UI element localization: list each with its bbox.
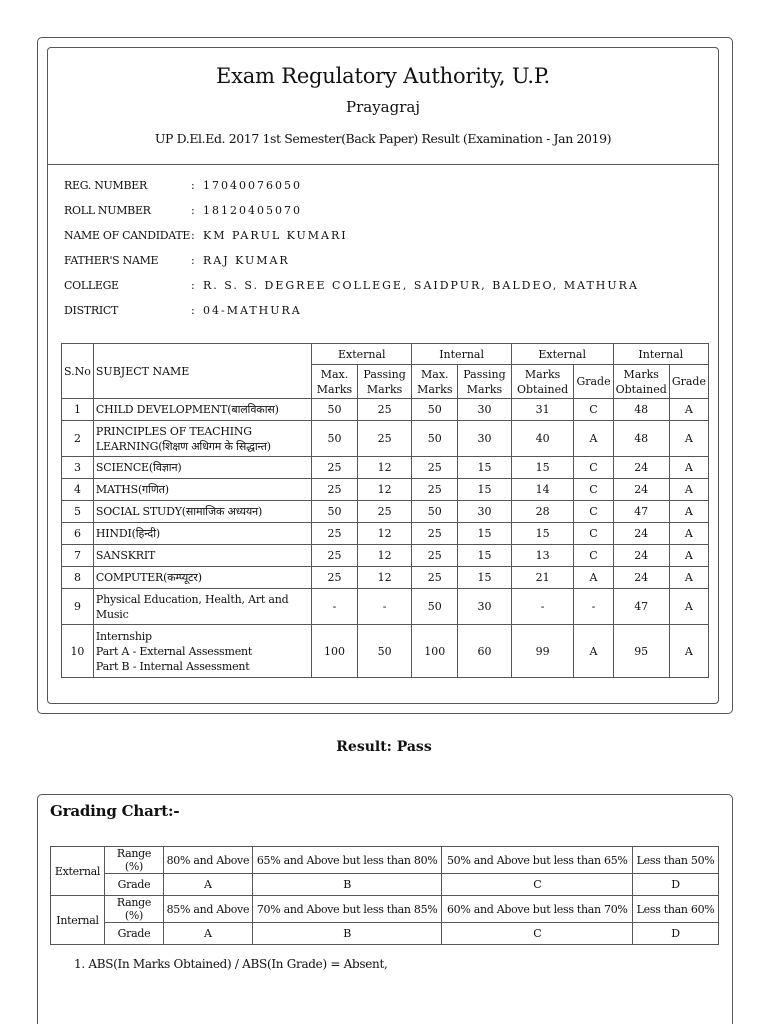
cell-int-max: 25 bbox=[412, 457, 458, 479]
grading-range-cell: 65% and Above but less than 80% bbox=[252, 847, 442, 874]
info-label: ROLL NUMBER bbox=[64, 204, 151, 217]
cell-ext-grade: A bbox=[574, 567, 613, 589]
cell-int-obtained: 47 bbox=[613, 501, 669, 523]
grading-range-cell: 50% and Above but less than 65% bbox=[442, 847, 633, 874]
cell-int-pass: 15 bbox=[458, 545, 512, 567]
cell-int-max: 50 bbox=[412, 589, 458, 625]
cell-int-grade: A bbox=[669, 501, 708, 523]
exam-title: UP D.El.Ed. 2017 1st Semester(Back Paper) Result (Examination - Jan 2019) bbox=[154, 131, 612, 146]
cell-int-grade: A bbox=[669, 545, 708, 567]
grading-grade-label: Grade bbox=[104, 923, 163, 945]
cell-int-grade: A bbox=[669, 479, 708, 501]
subject-line: Part A - External Assessment bbox=[95, 644, 253, 658]
cell-ext-pass: 25 bbox=[357, 399, 412, 421]
info-separator: : bbox=[191, 204, 195, 217]
cell-int-grade: A bbox=[669, 399, 708, 421]
cell-sno: 4 bbox=[62, 479, 94, 501]
grading-range-cell: 60% and Above but less than 70% bbox=[442, 896, 633, 923]
info-value: KM PARUL KUMARI bbox=[203, 229, 348, 242]
cell-int-obtained: 95 bbox=[613, 625, 669, 678]
info-value: RAJ KUMAR bbox=[203, 254, 290, 267]
cell-ext-max: - bbox=[312, 589, 358, 625]
cell-ext-obtained: 15 bbox=[511, 523, 574, 545]
info-separator: : bbox=[191, 179, 195, 192]
cell-ext-grade: C bbox=[574, 501, 613, 523]
grading-range-cell: Less than 50% bbox=[633, 847, 719, 874]
info-value: R. S. S. DEGREE COLLEGE, SAIDPUR, BALDEO, MATHURA bbox=[203, 279, 639, 292]
cell-sno: 10 bbox=[62, 625, 94, 678]
cell-ext-max: 100 bbox=[312, 625, 358, 678]
header-external-max: External bbox=[312, 344, 412, 365]
cell-ext-max: 25 bbox=[312, 567, 358, 589]
cell-ext-grade: C bbox=[574, 457, 613, 479]
cell-int-grade: A bbox=[669, 523, 708, 545]
marks-table bbox=[61, 343, 709, 678]
cell-ext-obtained: 15 bbox=[511, 457, 574, 479]
table-row bbox=[62, 399, 709, 421]
cell-sno: 2 bbox=[62, 421, 94, 457]
cell-int-max: 50 bbox=[412, 421, 458, 457]
cell-ext-pass: 50 bbox=[357, 625, 412, 678]
grading-table bbox=[50, 846, 719, 945]
cell-int-max: 50 bbox=[412, 501, 458, 523]
grading-row bbox=[51, 896, 719, 923]
cell-ext-max: 25 bbox=[312, 457, 358, 479]
header-int-max-marks: Max. Marks bbox=[412, 365, 458, 399]
cell-sno: 1 bbox=[62, 399, 94, 421]
cell-ext-pass: 12 bbox=[357, 523, 412, 545]
candidate-info bbox=[64, 176, 704, 326]
cell-sno: 6 bbox=[62, 523, 94, 545]
cell-ext-pass: 12 bbox=[357, 479, 412, 501]
table-row bbox=[62, 421, 709, 457]
cell-int-obtained: 24 bbox=[613, 457, 669, 479]
cell-ext-grade: A bbox=[574, 421, 613, 457]
info-separator: : bbox=[191, 254, 195, 267]
header-internal-obtained: Internal bbox=[613, 344, 708, 365]
cell-int-obtained: 24 bbox=[613, 479, 669, 501]
grading-grade-cell: C bbox=[442, 874, 633, 896]
table-row bbox=[62, 567, 709, 589]
table-row bbox=[62, 625, 709, 678]
cell-sno: 3 bbox=[62, 457, 94, 479]
info-row-father-name bbox=[64, 251, 704, 276]
cell-int-pass: 30 bbox=[458, 589, 512, 625]
grading-row bbox=[51, 847, 719, 874]
grading-range-cell: 70% and Above but less than 85% bbox=[252, 896, 442, 923]
cell-sno: 7 bbox=[62, 545, 94, 567]
grading-range-cell: 80% and Above bbox=[163, 847, 252, 874]
table-row bbox=[62, 479, 709, 501]
cell-int-max: 25 bbox=[412, 523, 458, 545]
info-row-district bbox=[64, 301, 704, 326]
cell-int-max: 25 bbox=[412, 545, 458, 567]
info-row-candidate-name bbox=[64, 226, 704, 251]
cell-int-obtained: 48 bbox=[613, 421, 669, 457]
header-ext-marks-obtained: Marks Obtained bbox=[511, 365, 574, 399]
cell-int-obtained: 24 bbox=[613, 545, 669, 567]
cell-sno: 5 bbox=[62, 501, 94, 523]
cell-int-obtained: 47 bbox=[613, 589, 669, 625]
cell-subject bbox=[93, 625, 311, 678]
table-row bbox=[62, 501, 709, 523]
cell-int-grade: A bbox=[669, 589, 708, 625]
cell-ext-pass: 12 bbox=[357, 545, 412, 567]
grading-row bbox=[51, 874, 719, 896]
grading-grade-label: Grade bbox=[104, 874, 163, 896]
cell-ext-max: 25 bbox=[312, 479, 358, 501]
cell-int-max: 25 bbox=[412, 567, 458, 589]
authority-city: Prayagraj bbox=[346, 98, 420, 116]
cell-ext-max: 50 bbox=[312, 421, 358, 457]
cell-int-grade: A bbox=[669, 421, 708, 457]
header-int-passing-marks: Passing Marks bbox=[458, 365, 512, 399]
cell-ext-max: 25 bbox=[312, 545, 358, 567]
header-int-marks-obtained: Marks Obtained bbox=[613, 365, 669, 399]
cell-int-pass: 30 bbox=[458, 501, 512, 523]
grading-grade-cell: A bbox=[163, 874, 252, 896]
grading-range-label: Range (%) bbox=[104, 896, 163, 923]
grading-grade-cell: D bbox=[633, 923, 719, 945]
subject-line: Internship bbox=[95, 629, 152, 643]
cell-int-grade: A bbox=[669, 457, 708, 479]
info-value: 04-MATHURA bbox=[203, 304, 302, 317]
grading-range-label: Range (%) bbox=[104, 847, 163, 874]
cell-ext-obtained: 21 bbox=[511, 567, 574, 589]
cell-subject: Physical Education, Health, Art and Music bbox=[93, 589, 311, 625]
header-external-obtained: External bbox=[511, 344, 613, 365]
cell-int-pass: 15 bbox=[458, 457, 512, 479]
grading-note: 1. ABS(In Marks Obtained) / ABS(In Grade) = Absent, bbox=[74, 957, 388, 971]
grading-grade-cell: D bbox=[633, 874, 719, 896]
cell-int-obtained: 48 bbox=[613, 399, 669, 421]
table-row bbox=[62, 589, 709, 625]
grading-grade-cell: B bbox=[252, 874, 442, 896]
cell-ext-pass: 25 bbox=[357, 501, 412, 523]
info-row-roll-number bbox=[64, 201, 704, 226]
cell-ext-max: 50 bbox=[312, 399, 358, 421]
table-row bbox=[62, 545, 709, 567]
cell-ext-grade: C bbox=[574, 399, 613, 421]
cell-subject: CHILD DEVELOPMENT(बालविकास) bbox=[93, 399, 311, 421]
header-sno: S.No bbox=[62, 344, 94, 399]
cell-subject: HINDI(हिन्दी) bbox=[93, 523, 311, 545]
cell-subject: SANSKRIT bbox=[93, 545, 311, 567]
info-label: NAME OF CANDIDATE bbox=[64, 229, 191, 242]
cell-ext-max: 25 bbox=[312, 523, 358, 545]
cell-int-pass: 30 bbox=[458, 421, 512, 457]
cell-ext-obtained: - bbox=[511, 589, 574, 625]
cell-subject: MATHS(गणित) bbox=[93, 479, 311, 501]
cell-int-obtained: 24 bbox=[613, 567, 669, 589]
table-row bbox=[62, 523, 709, 545]
info-separator: : bbox=[191, 304, 195, 317]
cell-subject: COMPUTER(कम्प्यूटर) bbox=[93, 567, 311, 589]
grading-range-cell: Less than 60% bbox=[633, 896, 719, 923]
cell-int-obtained: 24 bbox=[613, 523, 669, 545]
cell-int-max: 50 bbox=[412, 399, 458, 421]
info-separator: : bbox=[191, 279, 195, 292]
cell-int-pass: 15 bbox=[458, 567, 512, 589]
cell-int-grade: A bbox=[669, 625, 708, 678]
header-ext-grade: Grade bbox=[574, 365, 613, 399]
info-label: DISTRICT bbox=[64, 304, 119, 317]
cell-ext-grade: C bbox=[574, 523, 613, 545]
cell-ext-pass: 12 bbox=[357, 567, 412, 589]
table-row bbox=[62, 457, 709, 479]
cell-sno: 9 bbox=[62, 589, 94, 625]
header-subject: SUBJECT NAME bbox=[93, 344, 311, 399]
cell-ext-obtained: 31 bbox=[511, 399, 574, 421]
info-value: 17040076050 bbox=[203, 179, 302, 192]
cell-ext-pass: 25 bbox=[357, 421, 412, 457]
cell-int-pass: 30 bbox=[458, 399, 512, 421]
result-header bbox=[48, 48, 718, 165]
header-int-grade: Grade bbox=[669, 365, 708, 399]
cell-ext-obtained: 28 bbox=[511, 501, 574, 523]
grading-external-label: External bbox=[51, 847, 105, 896]
header-internal-max: Internal bbox=[412, 344, 511, 365]
grading-title: Grading Chart:- bbox=[50, 802, 180, 820]
cell-int-pass: 15 bbox=[458, 479, 512, 501]
cell-int-grade: A bbox=[669, 567, 708, 589]
cell-int-max: 25 bbox=[412, 479, 458, 501]
cell-ext-pass: - bbox=[357, 589, 412, 625]
cell-ext-grade: C bbox=[574, 479, 613, 501]
grading-range-cell: 85% and Above bbox=[163, 896, 252, 923]
grading-internal-label: Internal bbox=[51, 896, 105, 945]
cell-ext-grade: A bbox=[574, 625, 613, 678]
cell-ext-obtained: 40 bbox=[511, 421, 574, 457]
cell-ext-obtained: 14 bbox=[511, 479, 574, 501]
result-status: Result: Pass bbox=[336, 739, 432, 755]
grading-grade-cell: C bbox=[442, 923, 633, 945]
cell-subject: SCIENCE(विज्ञान) bbox=[93, 457, 311, 479]
cell-subject: PRINCIPLES OF TEACHING LEARNING(शिक्षण अधिगम के सिद्धान्त) bbox=[93, 421, 311, 457]
header-ext-passing-marks: Passing Marks bbox=[357, 365, 412, 399]
info-label: COLLEGE bbox=[64, 279, 119, 292]
subject-line: Part B - Internal Assessment bbox=[95, 659, 250, 673]
cell-ext-grade: - bbox=[574, 589, 613, 625]
cell-int-pass: 15 bbox=[458, 523, 512, 545]
cell-int-pass: 60 bbox=[458, 625, 512, 678]
cell-ext-obtained: 99 bbox=[511, 625, 574, 678]
authority-title: Exam Regulatory Authority, U.P. bbox=[215, 64, 551, 88]
info-label: REG. NUMBER bbox=[64, 179, 147, 192]
cell-ext-max: 50 bbox=[312, 501, 358, 523]
grading-grade-cell: B bbox=[252, 923, 442, 945]
info-label: FATHER'S NAME bbox=[64, 254, 159, 267]
cell-ext-grade: C bbox=[574, 545, 613, 567]
info-row-college bbox=[64, 276, 704, 301]
cell-ext-obtained: 13 bbox=[511, 545, 574, 567]
info-row-reg-number bbox=[64, 176, 704, 201]
info-separator: : bbox=[191, 229, 195, 242]
cell-ext-pass: 12 bbox=[357, 457, 412, 479]
cell-sno: 8 bbox=[62, 567, 94, 589]
grading-row bbox=[51, 923, 719, 945]
info-value: 18120405070 bbox=[203, 204, 302, 217]
grading-grade-cell: A bbox=[163, 923, 252, 945]
cell-int-max: 100 bbox=[412, 625, 458, 678]
header-ext-max-marks: Max. Marks bbox=[312, 365, 358, 399]
cell-subject: SOCIAL STUDY(सामाजिक अध्ययन) bbox=[93, 501, 311, 523]
